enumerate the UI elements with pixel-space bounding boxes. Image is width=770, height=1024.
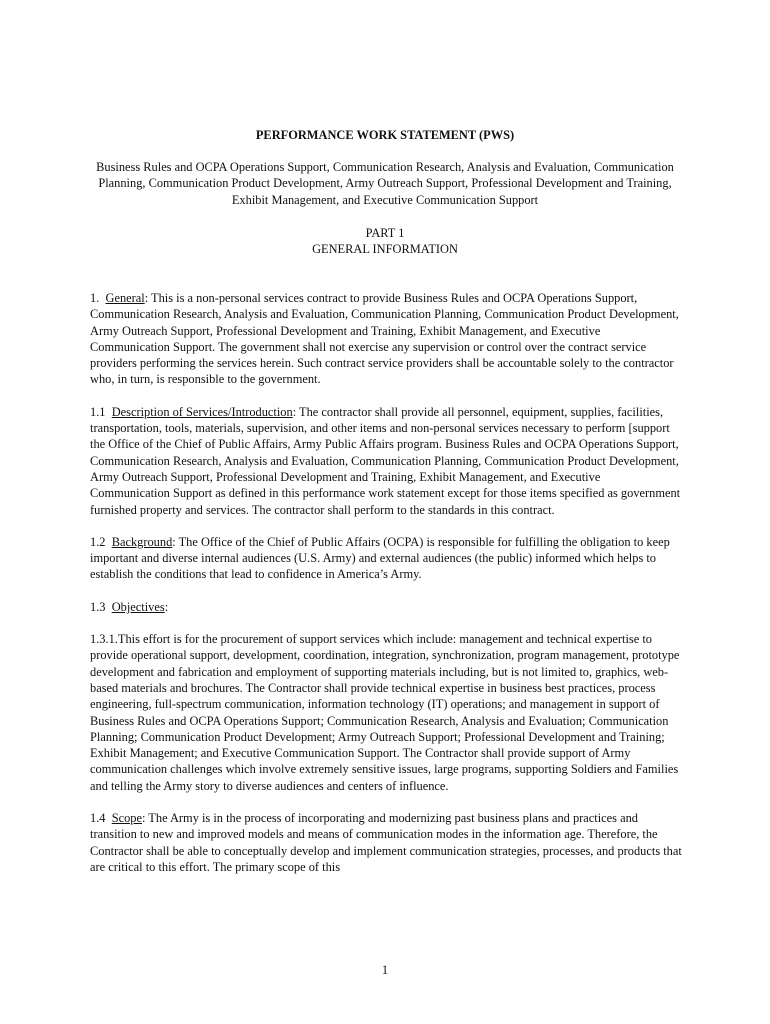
section-objectives-1-3-1	[90, 631, 682, 794]
section-text: : The Army is in the process of incorporating and modernizing past business plans and practices and transition to new and improved models and means of communication modes in the information age. Therefore, the Contractor shall be able to conceptually develop and implement communication strategies, processes, and products that are critical to this effort. The primary scope of this	[90, 811, 682, 874]
part-number: PART 1	[365, 226, 405, 240]
section-number: 1.	[90, 291, 100, 305]
section-general	[90, 290, 682, 388]
part-title: GENERAL INFORMATION	[312, 242, 458, 257]
section-heading: Objectives	[111, 599, 165, 614]
section-text: : This is a non-personal services contract to provide Business Rules and OCPA Operations Support, Communication Research, Analysis and Evaluation, Communication Planning, Communication Product Development, Army Outreach Support, Professional Development and Training, Exhibit Management, and Executive Communication Support. The government shall not exercise any supervision or control over the contract service providers performing the services herein. Such contract service providers shall be accountable solely to the contractor who, in turn, is responsible to the government.	[90, 291, 679, 387]
document-subtitle: Business Rules and OCPA Operations Support, Communication Research, Analysis and Evaluation, Communication Planning, Communication Product Development, Army Outreach Support, Professional Development and Training, Exhibit Management, and Executive Communication Support	[96, 160, 674, 207]
section-background	[90, 534, 682, 583]
section-heading: Description of Services/Introduction	[111, 404, 293, 419]
section-number: 1.2	[90, 534, 106, 549]
document-title: PERFORMANCE WORK STATEMENT (PWS)	[255, 128, 515, 142]
section-heading: Scope	[111, 811, 142, 826]
part-heading	[0, 225, 770, 258]
section-number: 1.1	[90, 404, 106, 419]
section-description-of-services	[90, 404, 682, 518]
document-body	[90, 290, 682, 891]
section-text: : The contractor shall provide all personnel, equipment, supplies, facilities, transportation, tools, materials, supervision, and other items and non-personal services necessary to perform [support the Office of the Chief of Public Affairs, Army Public Affairs program. Business Rules and OCPA Operations Support, Communication Research, Analysis and Evaluation, Communication Planning, Communication Product Development, Army Outreach Support, Professional Development and Training, Exhibit Management, and Executive Communication Support as defined in this performance work statement except for those items specified as government furnished property and services. The contractor shall perform to the standards in this contract.	[90, 404, 681, 517]
section-text: :	[164, 599, 169, 614]
section-text: : The Office of the Chief of Public Affairs (OCPA) is responsible for fulfilling the obligation to keep important and diverse internal audiences (U.S. Army) and external audiences (the public) informed which helps to establish the conditions that lead to confidence in America’s Army.	[90, 534, 670, 582]
section-objectives	[90, 599, 682, 615]
section-heading: General	[105, 291, 145, 305]
section-text: 1.3.1.This effort is for the procurement of support services which include: management and technical expertise to provide operational support, development, coordination, integration, synchronization, program management, prototype development and fabrication and employment of supporting materials including, but is not limited to, graphics, web-based materials and brochures. The Contractor shall provide technical expertise in business best practices, process engineering, full-spectrum communication, information technology (IT) operations; and management in support of Business Rules and OCPA Operations Support; Communication Research, Analysis and Evaluation; Communication Planning; Communication Product Development; Army Outreach Support; Professional Development and Training; Exhibit Management; and Executive Communication Support. The Contractor shall provide support of Army communication challenges which involve extremely sensitive issues, large programs, supporting Soldiers and Families and telling the Army story to diverse audiences and centers of influence.	[90, 632, 680, 793]
section-number: 1.3	[90, 599, 106, 614]
page-number: 1	[381, 963, 389, 977]
section-number: 1.4	[90, 811, 106, 826]
section-heading: Background	[111, 534, 173, 549]
section-scope	[90, 810, 682, 875]
